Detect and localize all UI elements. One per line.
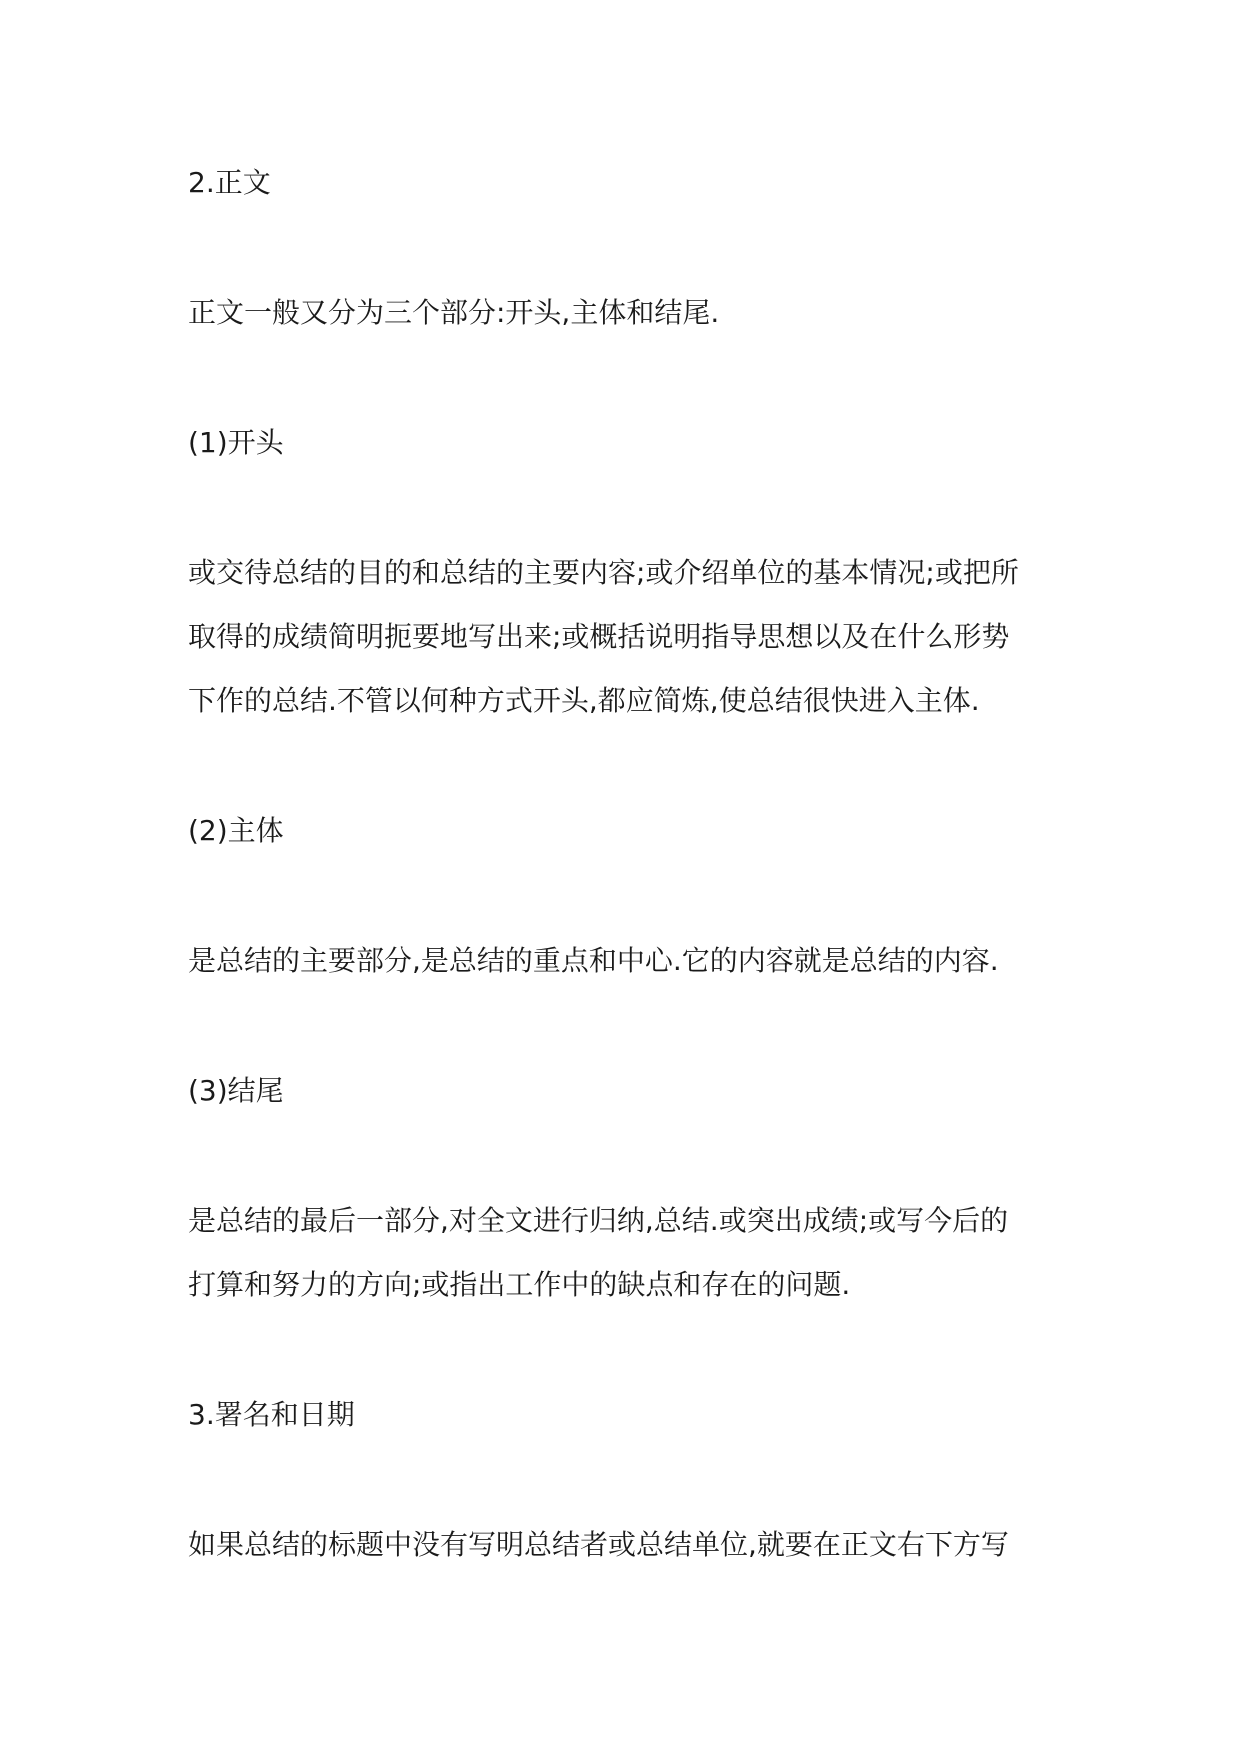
- paragraph-opening-line-2: 取得的成绩简明扼要地写出来;或概括说明指导思想以及在什么形势: [188, 620, 1010, 653]
- section-heading-body: 2.正文: [188, 166, 271, 199]
- paragraph-ending-line-2: 打算和努力的方向;或指出工作中的缺点和存在的问题.: [188, 1268, 851, 1301]
- paragraph-body-intro: 正文一般又分为三个部分:开头,主体和结尾.: [188, 296, 720, 329]
- paragraph-signature: 如果总结的标题中没有写明总结者或总结单位,就要在正文右下方写: [188, 1528, 1009, 1561]
- section-heading-signature-date: 3.署名和日期: [188, 1398, 355, 1431]
- subheading-main-body: (2)主体: [188, 814, 284, 847]
- subheading-opening: (1)开头: [188, 426, 284, 459]
- paragraph-opening-line-3: 下作的总结.不管以何种方式开头,都应简炼,使总结很快进入主体.: [188, 684, 980, 717]
- paragraph-main-body: 是总结的主要部分,是总结的重点和中心.它的内容就是总结的内容.: [188, 944, 999, 977]
- paragraph-ending-line-1: 是总结的最后一部分,对全文进行归纳,总结.或突出成绩;或写今后的: [188, 1204, 1009, 1237]
- subheading-ending: (3)结尾: [188, 1074, 284, 1107]
- paragraph-opening-line-1: 或交待总结的目的和总结的主要内容;或介绍单位的基本情况;或把所: [188, 556, 1019, 589]
